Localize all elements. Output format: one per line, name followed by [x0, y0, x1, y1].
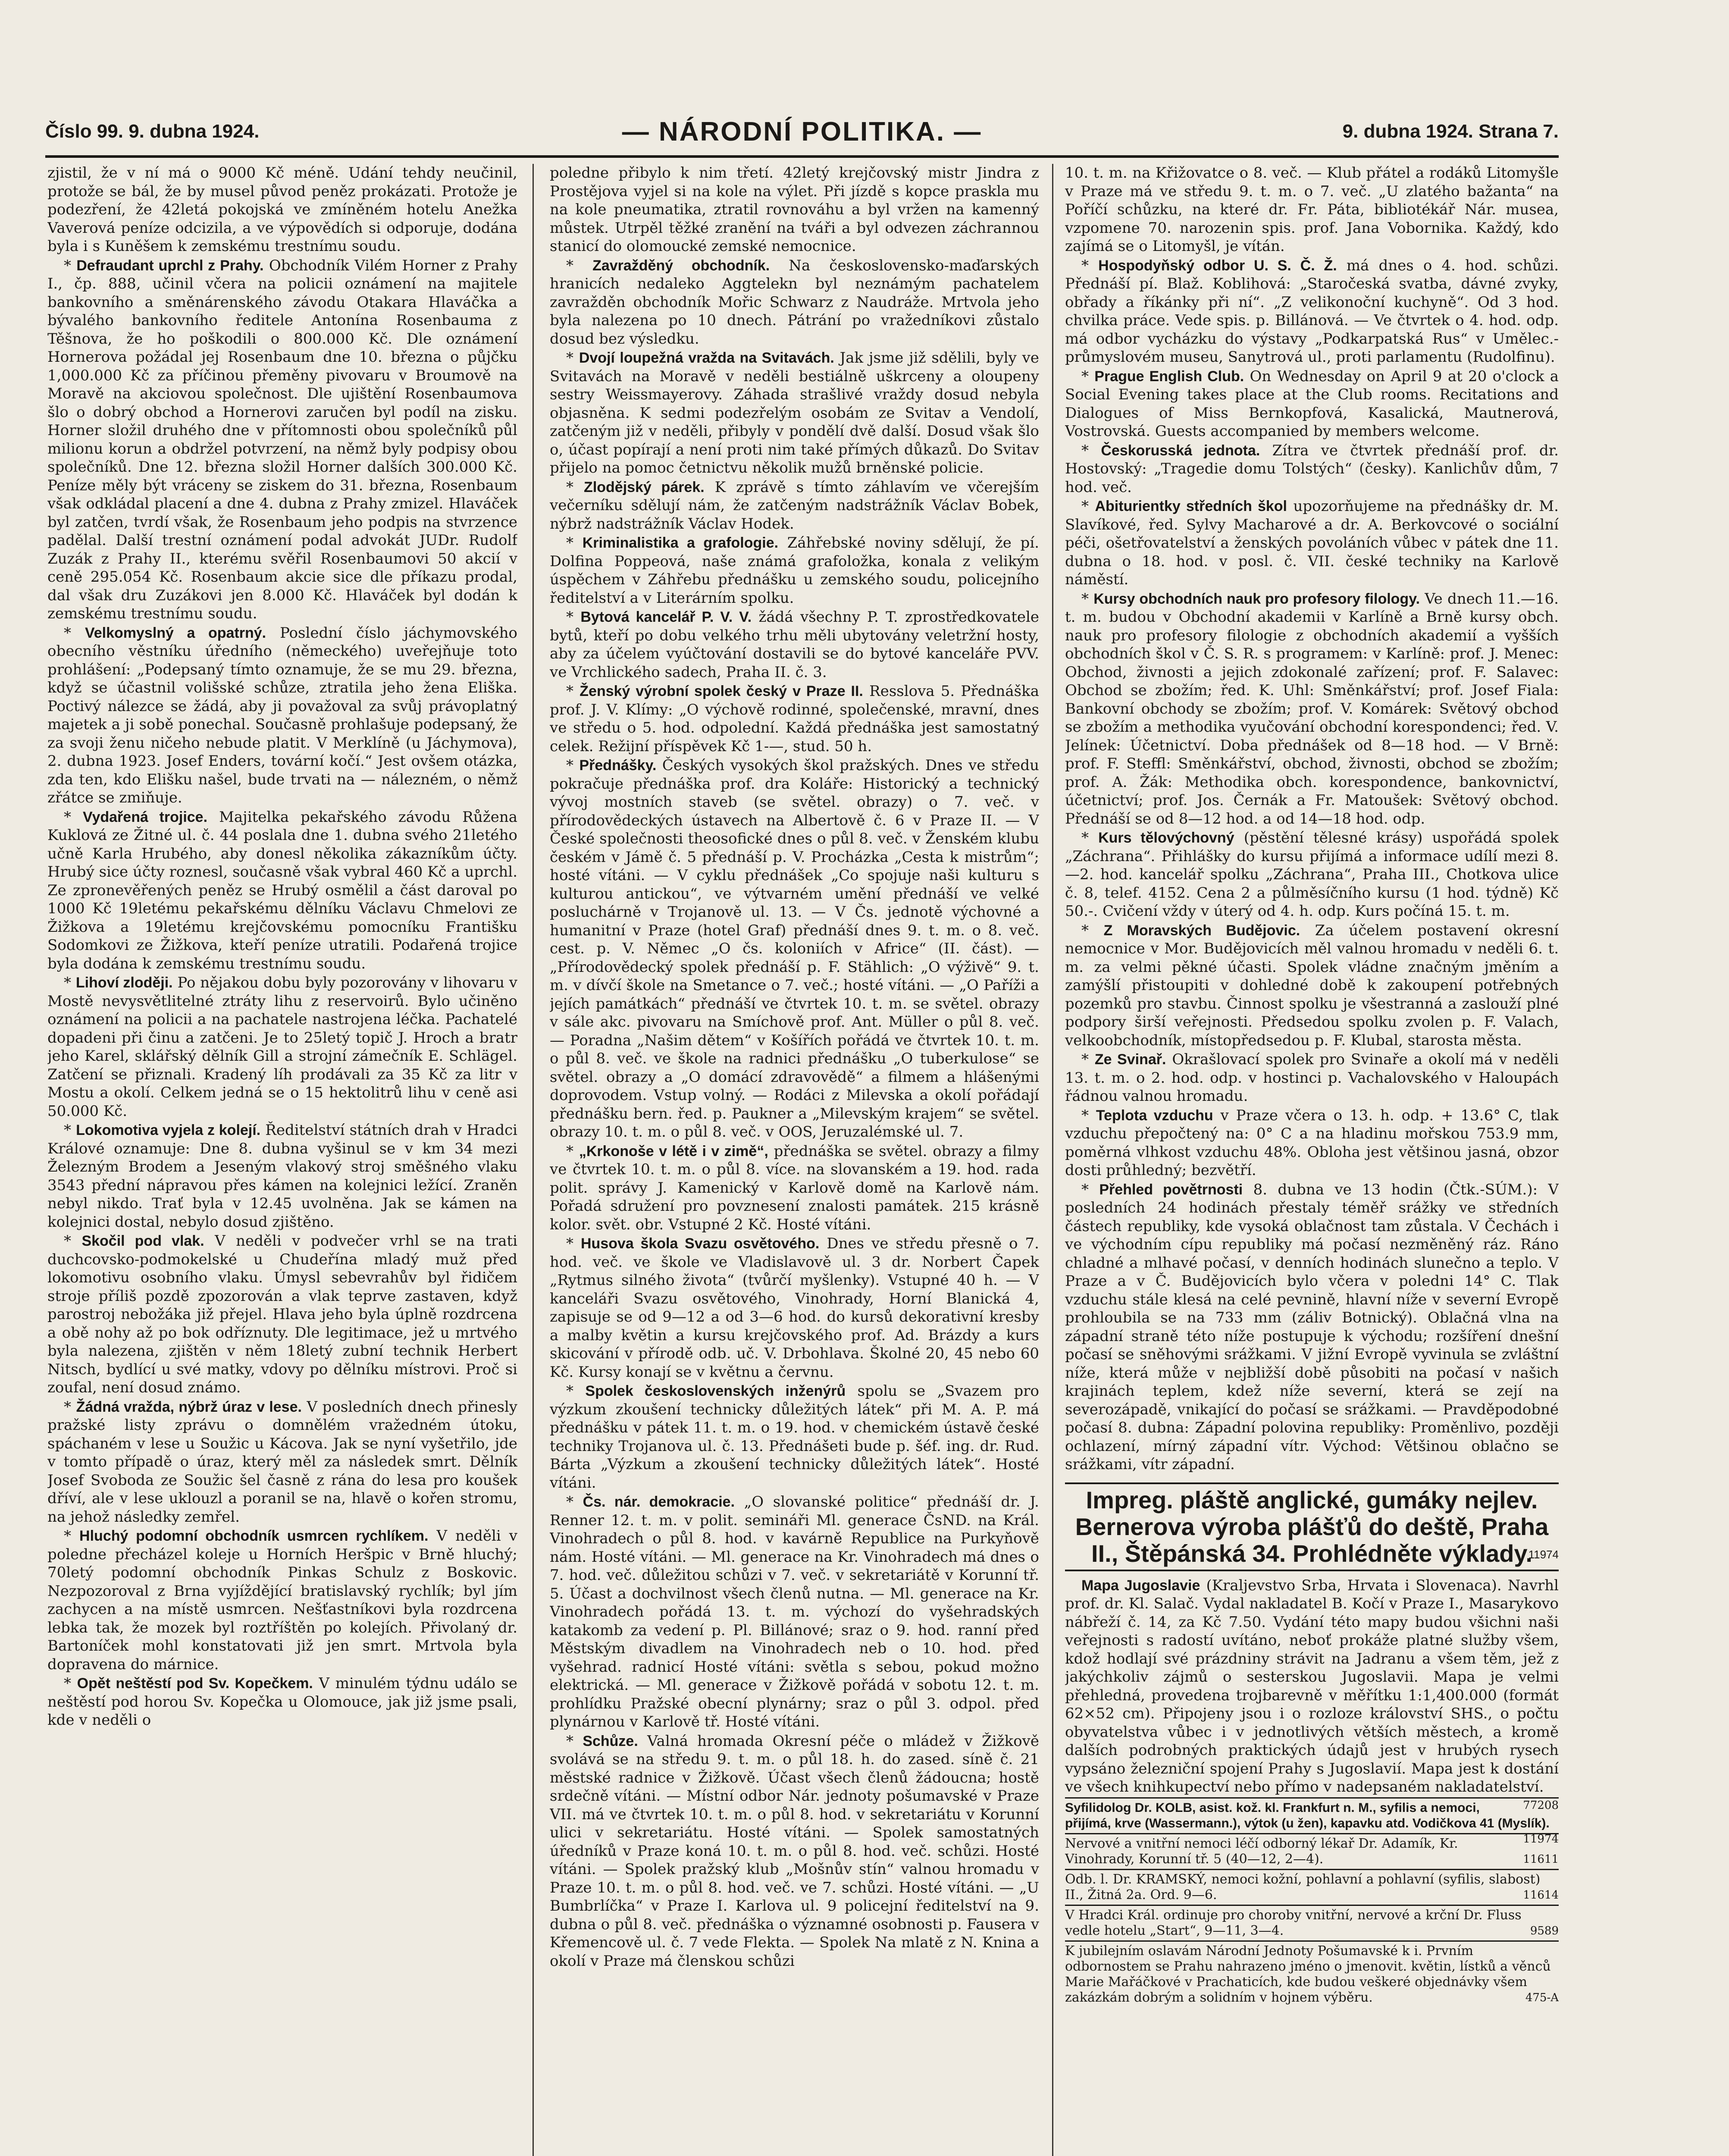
article-text: Ředitelství státních drah v Hradci Králové oznamuje: Dne 8. dubna vyšinul se v km 34 mezi Železným Brodem a Jeseným vlakový stroj směšného vlaku 3543 přední nápravou přes kámen na kolejnici ležící. Zraněn nebyl nikdo. Trať byla v 12.45 uvolněna. Jak se kámen na kolejnici dostal, nebylo dosud zjištěno. [47, 1122, 517, 1231]
article-text: Dnes ve středu přesně o 7. hod. več. ve škole ve Vladislavově ul. 3 dr. Norbert Čapek „Rytmus silného života“ (tvůrčí myšlenky). Vstupné 40 h. — V kanceláři Svazu osvětového, Vinohrady, Horní Blanická 4, zapisuje se od 9—12 a od 3—6 hod. do kursů dekorativní kresby a malby květin a kursu krejčovského prof. Ad. Brázdy a kurs skicování v přírodě odb. uč. V. Drbohlava. Školné 20, 45 nebo 60 Kč. Kursy konají se v květnu a červnu. [550, 1235, 1039, 1381]
article-text: 10. t. m. na Křižovatce o 8. več. — Klub přátel a rodáků Litomyšle v Praze má ve středu 9. t. m. o 7. več. „U zlatého bažanta“ na Poříčí schůzku, na které dr. Fr. Páta, bibliotékář Nár. musea, vzpomene 70. narozenin spis. prof. Jana Vobornika. Každý, kdo zajímá se o Litomyšl, je vítán. [1065, 164, 1559, 255]
article-text: Ve dnech 11.—16. t. m. budou v Obchodní akademii v Karlíně a Brně kursy obch. nauk pro profesory filologie z obchodních akademií a vyšších obchodních škol v Č. S. R. s programem: v Karlíně: prof. J. Menec: Obchod, živnosti a jejich zdokonalé zařízení; prof. F. Salavec: Obchod se zbožím; řed. K. Uhl: Směnkářství; prof. Josef Fiala: Bankovní obchody se zbožím; prof. V. Komárek: Světový obchod se zbožím a methodika vyučování obchodní korespondenci; řed. V. Jelínek: Účetnictví. Doba přednášek od 8—18 hod. — V Brně: prof. F. Steffl: Směnkářství, obchod, živnosti, obchod se zbožím; prof. A. Žák: Methodika obch. korespondence, bankovnictví, účetnictví; prof. Jos. Černák a Fr. Matoušek: Světový obchod. Přednáší se od 8—12 hod. a od 14—18 hod. odp. [1065, 590, 1559, 827]
article-headline: Dvojí loupežná vražda na Svitavách. [579, 350, 834, 366]
article-continuation [47, 164, 517, 256]
article-text: Obchodník Vilém Horner z Prahy I., čp. 888, učinil včera na policii oznámení na majitele bankovního a směnárenského závodu Otakara Hlaváčka a bývalého bankovního ředitele Antonína Rosenbauma z Těšnova, že ho poškodili o 800.000 Kč. Dle oznámení Hornerova požádal jej Rosenbaum dne 10. března o půjčku 1,000.000 Kč za příčinou přeměny pivovaru v Broumově na Moravě na akciovou společnost. Dle ujištění Rosenbaumova šlo o dobrý obchod a Hornerovi zaručen byl podíl na zisku. Horner složil druhého dne v přítomnosti obou společníků půl milionu korun a obdržel potvrzení, na němž byly podpisy obou společníků. Dne 12. března složil Horner dalších 300.000 Kč. Peníze měly být vráceny se ziskem do 31. března, Rosenbaum však odkládal placení a dne 4. dubna z Prahy zmizel. Hlaváček byl zatčen, tvrdí však, že Rosenbaum jeho podpis na stvrzence padělal. Další trestní oznámení podal advokát JUDr. Rudolf Zuzák z Prahy II., kterému svěřil Rosenbaumovi 50 akcií v ceně 295.054 Kč. Rosenbaum akcie sice dle příkazu prodal, dal však dru Zuzákovi jen 8.000 Kč. Hlaváček byl dodán k zemskému trestnímu soudu. [47, 257, 517, 622]
ad-code: 11614 [1523, 1888, 1559, 1902]
article: * Dvojí loupežná vražda na Svitavách. Jak jsme již sdělili, byly ve Svitavách na Moravě v neděli bestiálně uškrceny a oloupeny sestry Weissmayerovy. Záhada strašlivé vraždy dosud nebyla objasněna. K sedmi podezřelým osobám ze Svitav a Vendolí, zatčeným již v neděli, přibyly v pondělí dvě další. Dosud však šlo o, účast popírají a není proti nim také přímých důkazů. Do Svitav přijelo na pomoc četnictvu několik mužů brněnské policie. [550, 349, 1039, 476]
article: * Lokomotiva vyjela z kolejí. Ředitelství státních drah v Hradci Králové oznamuje: Dne 8. dubna vyšinul se v km 34 mezi Železným Brodem a Jeseným vlakový stroj směšného vlaku 3543 přední nápravou přes kámen na kolejnici ležící. Zraněn nebyl nikdo. Trať byla v 12.45 uvolněna. Jak se kámen na kolejnici dostal, nebylo dosud zjištěno. [47, 1122, 517, 1231]
notice-text: K jubilejním oslavám Národní Jednoty Pošumavské k i. Prvním odbornostem se Prahu nahrazeno jméno o jmenovit. květin, lístků a věnců Marie Mařáčkové v Prachaticích, kde budou veškeré objednávky všem zakázkám dobrým a solidním v hojnem výběru. [1065, 1943, 1551, 2005]
article-text: Za účelem postavení okresní nemocnice v Mor. Budějovicích měl valnou hromadu v neděli 6. t. m. za velmi pěkné účasti. Spolek vládne značným jměním a zamýšlí přistoupiti v dohledné době k zakoupení potřebných pozemků pro stavbu. Činnost spolku je všestranná a zaslouží plné podpory širší veřejnosti. Předsedou spolku zvolen p. F. Valach, velkoobchodník, místopředsedou p. F. Klubal, starosta města. [1065, 921, 1559, 1049]
page-date-number: 9. dubna 1924. Strana 7. [1342, 121, 1559, 142]
article: * Hospodyňský odbor U. S. Č. Ž. má dnes o 4. hod. schůzi. Přednáší pí. Blaž. Koblihová: „Staročeská svatba, dávné zvyky, obřady a říkánky při ní“. „Z velikonoční kuchyně“. Od 3 hod. chvilka práce. Vede spis. p. Billánová. — Ve čtvrtek o 4. hod. odp. má odbor vycházku do výstavy „Podkarpatská Rus“ v Umělec.-průmyslovém museu, Sanytrová ul., proti parlamentu (Rudolfinu). [1065, 257, 1559, 366]
article-headline: Schůze. [583, 1733, 638, 1749]
article: * Abiturientky středních škol upozorňujeme na přednášky dr. M. Slavíkové, řed. Sylvy Macharové a dr. A. Berkovcové o sociální péči, ošetřovatelství a ženských povoláních vůbec v pátek dne 11. dubna o 18. hod. v posl. č. VII. české techniky na Karlově náměstí. [1065, 498, 1559, 588]
article: * Českorusská jednota. Zítra ve čtvrtek přednáší prof. dr. Hostovský: „Tragedie domu Tolstých“ (česky). Kanlichův dům, 7 hod. več. [1065, 442, 1559, 496]
classified-notice [1065, 1797, 1559, 1846]
column-divider [1052, 164, 1053, 2156]
article: * Zlodějský párek. K zprávě s tímto záhlavím ve včerejším večerníku sdělují nám, že zatčeným nadstrážník Václav Bobek, nýbrž nadstrážník Václav Hodek. [550, 478, 1039, 533]
article-headline: Zavražděný obchodník. [592, 257, 770, 274]
article: * Schůze. Valná hromada Okresní péče o mládež v Žižkově svolává se na středu 9. t. m. o půl 18. h. do zased. síně č. 21 městské radnice v Žižkově. Účast všech členů žádoucna; hostě srdečně vítáni. — Místní odbor Nár. jednoty pošumavské v Praze VII. má ve čtvrtek 10. t. m. o půl 8. hod. v sekretariátu v Korunní ulici v sekretariátu. Hosté vítáni. — Spolek samostatných úředníků v Praze koná 10. t. m. o půl 8. hod. več. schůzi. Hosté vítáni. — Spolek pražský klub „Mošnův stín“ valnou hromadu v Praze 10. t. m. o půl 8. hod. več. ve 7. schůzi. Hosté vítáni. — „U Bumbrlíčka“ v Praze I. Karlova ul. 9 policejní ředitelství na 9. dubna o půl 8. več. přednáška o významné osobnosti p. Fausera v Křemencově ul. č. 7 vede Flekta. — Spolek Na mlatě z N. Knina a okolí v Praze má členskou schůzi [550, 1732, 1039, 1970]
article-text: Resslova 5. Přednáška prof. J. V. Klímy: „O výchově rodinné, společenské, mravní, dnes ve středu o 5. hod. odpolední. Každá přednáška jest samostatný celek. Režijní příspěvek Kč 1-—, stud. 50 h. [550, 683, 1039, 755]
article: * Hluchý podomní obchodník usmrcen rychlíkem. V neděli v poledne přecházel koleje u Horních Heršpic v Brně hluchý; 70letý podomní obchodník Pinkas Schulz z Boskovic. Nezpozoroval z Brna vyjíždějící bratislavský rychlík; byl jím zachycen a na místě usmrcen. Nešťastníkovi byla rozdrcena lebka tak, že mozek byl roztříštěn po kolejích. Přivolaný dr. Bartoníček mohl konstatovati již jen smrt. Mrtvola byla dopravena do márnice. [47, 1527, 517, 1673]
article: * „Krkonoše v létě i v zimě“, přednáška se světel. obrazy a filmy ve čtvrtek 10. t. m. o půl 8. více. na slovanském a 19. hod. rada polit. správy J. Kamenický v Karlově domě na Karlově nám. Pořadá sdružení pro povznesení znalosti památek. 215 krásně kolor. svět. obr. Vstupné 2 Kč. Hosté vítáni. [550, 1142, 1039, 1233]
article: * Teplota vzduchu v Praze včera o 13. h. odp. + 13.6° C, tlak vzduchu přepočtený na: 0° C a na hladinu mořskou 753.9 mm, poměrná vlhkost vzduchu 48%. Obloha jest většinou jasná, obzor dosti průhledný; bezvětří. [1065, 1106, 1559, 1179]
article-headline: „Krkonoše v létě i v zimě“, [579, 1143, 768, 1159]
ad-code: 77208 [1523, 1799, 1559, 1812]
article-headline: Bytová kancelář P. V. V. [580, 609, 752, 625]
article-text: Českých vysokých škol pražských. Dnes ve středu pokračuje přednáška prof. dra Koláře: Historický a technický vývoj mostních staveb (se světel. obrazy) o 7. več. v přírodovědeckých ústavech na Albertově č. 6 v Praze II. — V České společnosti theosofické dnes o půl 8. več. v Ženském klubu českém v Jámě č. 5 přednáší p. V. Procházka „Cesta k mistrům“; hosté vítáni. — V cyklu přednášek „Co spojuje naši kulturu s kulturou antickou“, ve výtvarném umění přednáší ve velké posluchárně v Trojanově ul. 13. — V Čs. jednotě výchovné a humanitní v Praze (hotel Graf) přednáší dnes 9. t. m. o 8. več. cest. p. V. Němec „O čs. koloniích v Africe“ (II. část). — „Přírodovědecký spolek přednáší p. F. Stählich: „O výživě“ 9. t. m. v dívčí škole na Smetance o 7. več.; hosté vítáni. — „O Paříži a jejích památkách“ přednáší ve čtvrtek 10. t. m. se světel. obrazy v sále akc. pivovaru na Smíchově prof. Ant. Müller o půl 8. več. — Poradna „Našim dětem“ v Košířích pořádá ve čtvrtek 10. t. m. o půl 8. več. ve škole na radnici přednášku „O tuberkulose“ se světel. obrazy a „O domácí zdravovědě“ a filmem a hlášenými doprovodem. Vstup volný. — Rodáci z Milevska a okolí pořádají přednášku bern. řed. p. Paukner a „Milevským krajem“ se světel. obrazy 10. t. m. o půl 8. več. v OOS, Jeruzalémské ul. 7. [550, 757, 1039, 1141]
article-text: V neděli v poledne přecházel koleje u Horních Heršpic v Brně hluchý; 70letý podomní obchodník Pinkas Schulz z Boskovic. Nezpozoroval z Brna vyjíždějící bratislavský rychlík; byl jím zachycen a na místě usmrcen. Nešťastníkovi byla rozdrcena lebka tak, že mozek byl roztříštěn po kolejích. Přivolaný dr. Bartoníček mohl konstatovati již jen smrt. Mrtvola byla dopravena do márnice. [47, 1527, 517, 1673]
article-headline: Prague English Club. [1094, 368, 1244, 385]
article: * Spolek československých inženýrů spolu se „Svazem pro výzkum zkoušení technicky důležitých látek“ při M. A. P. má přednášku v pátek 11. t. m. o 19. hod. v chemickém ústavě české techniky Trojanova ul. č. 13. Přednášeti bude p. šéf. ing. dr. Rud. Bárta „Výzkum a zkoušení technicky důležitých látek“. Hosté vítáni. [550, 1382, 1039, 1492]
article-headline: Husova škola Svazu osvětového. [581, 1235, 820, 1252]
article-continuation [1065, 164, 1559, 256]
article: * Kriminalistika a grafologie. Záhřebské noviny sdělují, že pí. Dolfina Poppeová, naše známá grafoložka, konala z velikým úspěchem v Záhřebu přednášku u zemského soudu, policejního ředitelství a v Literárním spolku. [550, 534, 1039, 607]
article: * Zavražděný obchodník. Na československo-maďarských hranicích nedaleko Aggtelekn byl neznámým pachatelem zavražděn obchodník Mořic Schwarz z Naudráže. Mrtvola jeho byla nalezena po 10 dnech. Pátrání po vražedníkovi zůstalo dosud bez výsledku. [550, 257, 1039, 348]
article-text: „O slovanské politice“ přednáší dr. J. Renner 12. t. m. v polit. semináři Ml. generace ČsND. na Král. Vinohradech o půl 8. hod. v kavárně Republice na Purkyňově nám. Hosté vítáni. — Ml. generace na Kr. Vinohradech má dnes o 7. hod. več. důležitou schůzi v 7. več. v sekretariátě v Korunní tř. 5. Účast a dochvilnost všech členů nutna. — Ml. generace na Kr. Vinohradech pořádá 13. t. m. výchozí do vyšehradských katakomb za vedení p. Pl. Billánové; sraz o 9. hod. ranní před Městským divadlem na Vinohradech neb o 10. hod. před vyšehrad. radnicí Hosté vítáni: světla s sebou, pokud možno elektrická. — Ml. generace v Žižkově pořádá v sobotu 12. t. m. prohlídku Pražské obecní plynárny; sraz o půl 3. odpol. před plynárnou v Karlově tř. Hosté vítáni. [550, 1493, 1039, 1730]
article-text: On Wednesday on April 9 at 20 o'clock a Social Evening takes place at the Club rooms. Recitations and Dialogues of Miss Bernkopfová, Kasalická, Mautnerová, Vostrovská. Guests accompanied by members welcome. [1065, 367, 1559, 440]
column-3 [1065, 164, 1559, 2156]
article-map-review [1065, 1576, 1559, 1812]
article-text: žádá všechny P. T. zprostředkovatele bytů, kteří po dobu velkého trhu měli ubytovány veletržní hosty, aby za účelem vyúčtování dostavili se do bytové kanceláře PVV. ve Vrchlického sadech, Praha II. č. 3. [550, 608, 1039, 681]
article-text: poledne přibylo k nim třetí. 42letý krejčovský mistr Jindra z Prostějova vyjel si na kole na výlet. Při jízdě s kopce praskla mu na kole pneumatika, ztratil rovnováhu a byl vržen na kamenný můstek. Utrpěl těžké zranění na tváři a byl odvezen záchrannou stanicí do olomoucké zemské nemocnice. [550, 164, 1039, 255]
notice-text: Odb. l. Dr. KRAMSKÝ, nemoci kožní, pohlavní a pohlavní (syfilis, slabost) II., Žitná 2a. Ord. 9—6. [1065, 1871, 1541, 1902]
article-headline: Spolek československých inženýrů [585, 1383, 846, 1399]
article: * Opět neštěstí pod Sv. Kopečkem. V minulém týdnu událo se neštěstí pod horou Sv. Kopečka u Olomouce, jak již jsme psali, kde v neděli o [47, 1675, 517, 1729]
article: * Kurs tělovýchovný (pěstění tělesné krásy) uspořádá spolek „Záchrana“. Přihlášky do kursu přijímá a informace udílí mezi 8.—2. hod. kancelář spolku „Záchrana“, Praha III., Chotkova ulice č. 8, telef. 4152. Cena 2 a půlměsíčního kursu (1 hod. týdně) Kč 50.-. Cvičení vždy v úterý od 4. h. odp. Kurs počíná 15. t. m. [1065, 829, 1559, 920]
notice-text: Nervové a vnitřní nemoci léčí odborný lékař Dr. Adamík, Kr. Vinohrady, Korunní tř. 5 (40—12, 2—4). [1065, 1836, 1458, 1867]
article-headline: Lokomotiva vyjela z kolejí. [76, 1122, 261, 1138]
article-text: V neděli v podvečer vrhl se na trati duchcovsko-podmokelské u Chudeřína mladý muž před lokomotivu osobního vlaku. Úmysl sebevrahův byl řidičem stroje příliš pozdě zpozorován a vlak teprve zastaven, když parostroj nebožáka již přejel. Hlava jeho byla úplně rozdrcena a obě nohy až po bok odříznuty. Dle legitimace, jež u mrtvého byla nalezena, zjištěn v něm 18letý zubní technik Herbert Nitsch, bydlící u své matky, vdovy po dělníku místrovi. Proč si zoufal, není dosud známo. [47, 1232, 517, 1396]
article-headline: Čs. nár. demokracie. [583, 1494, 735, 1510]
ad-code: 11974 [1528, 1548, 1559, 1561]
classified-notice [1065, 1905, 1559, 1940]
article-headline: Kursy obchodních nauk pro profesory filology. [1093, 590, 1420, 607]
article-continuation [550, 164, 1039, 256]
advertisement-raincoats [1065, 1482, 1559, 1571]
column-1 [47, 164, 517, 2156]
article-text: Poslední číslo jáchymovského obecního věstníku úředního (německého) uveřejňuje toto prohlášení: „Podepsaný tímto oznamuje, že se mu 29. března, když se účastnil volišské schůze, ztratila jeho žena Eliška. Poctivý nálezce se žádá, aby ji považoval za svůj právoplatný majetek a ji sobě ponechal. Současně prohlašuje podepsaný, že za svoji ženu ničeho nebude platit. V Merklíně (u Jáchymova), 2. dubna 1923. Josef Enders, tovární kočí.“ Jest ovšem otázka, zda ten, kdo Elišku našel, bude trvati na — nálezném, o němž zřátce se zmiňuje. [47, 624, 517, 806]
ad-code: 11611 [1523, 1852, 1559, 1866]
article: * Skočil pod vlak. V neděli v podvečer vrhl se na trati duchcovsko-podmokelské u Chudeřína mladý muž před lokomotivu osobního vlaku. Úmysl sebevrahův byl řidičem stroje příliš pozdě zpozorován a vlak teprve zastaven, když parostroj nebožáka již přejel. Hlava jeho byla úplně rozdrcena a obě nohy až po bok odříznuty. Dle legitimace, jež u mrtvého byla nalezena, zjištěn v něm 18letý zubní technik Herbert Nitsch, bydlící u své matky, vdovy po dělníku místrovi. Proč si zoufal, není dosud známo. [47, 1232, 517, 1396]
article-headline: Abiturientky středních škol [1095, 498, 1287, 514]
article-headline: Teplota vzduchu [1096, 1107, 1213, 1124]
article-text: V minulém týdnu událo se neštěstí pod horou Sv. Kopečka u Olomouce, jak již jsme psali, kde v neděli o [47, 1675, 517, 1729]
notice-text: V Hradci Král. ordinuje pro choroby vnitřní, nervové a krční Dr. Fluss vedle hotelu „Start“, 9—11, 3—4. [1065, 1907, 1522, 1938]
article-text: Valná hromada Okresní péče o mládež v Žižkově svolává se na středu 9. t. m. o půl 18. h. do zased. síně č. 21 městské radnice v Žižkově. Účast všech členů žádoucna; hostě srdečně vítáni. — Místní odbor Nár. jednoty pošumavské v Praze VII. má ve čtvrtek 10. t. m. o půl 8. hod. v sekretariátu v Korunní ulici v sekretariátu. Hosté vítáni. — Spolek samostatných úředníků v Praze koná 10. t. m. o půl 8. hod. več. schůzi. Hosté vítáni. — Spolek pražský klub „Mošnův stín“ valnou hromadu v Praze 10. t. m. o půl 8. hod. več. ve 7. schůzi. Hosté vítáni. — „U Bumbrlíčka“ v Praze I. Karlova ul. 9 policejní ředitelství na 9. dubna o půl 8. več. přednáška o významné osobnosti p. Fausera v Křemencově ul. č. 7 vede Flekta. — Spolek Na mlatě z N. Knina a okolí v Praze má členskou schůzi [550, 1732, 1039, 1970]
article: * Z Moravských Budějovic. Za účelem postavení okresní nemocnice v Mor. Budějovicích měl valnou hromadu v neděli 6. t. m. za velmi pěkné účasti. Spolek vládne značným jměním a zamýšlí přistoupiti v dohledné době k zakoupení potřebných pozemků pro stavbu. Činnost spolku je všestranná a zaslouží plné podpory širší veřejnosti. Předsedou spolku zvolen p. F. Valach, velkoobchodník, místopředsedou p. F. Klubal, starosta města. [1065, 921, 1559, 1049]
article-text: v Praze včera o 13. h. odp. + 13.6° C, tlak vzduchu přepočtený na: 0° C a na hladinu mořskou 753.9 mm, poměrná vlhkost vzduchu 48%. Obloha jest většinou jasná, obzor dosti průhledný; bezvětří. [1065, 1106, 1559, 1179]
article-text: Záhřebské noviny sdělují, že pí. Dolfina Poppeová, naše známá grafoložka, konala z velikým úspěchem v Záhřebu přednášku u zemského soudu, policejního ředitelství a v Literárním spolku. [550, 534, 1039, 607]
article-headline: Kriminalistika a grafologie. [582, 535, 779, 551]
article: * Ze Svinař. Okrašlovací spolek pro Svinaře a okolí má v neděli 13. t. m. o 2. hod. odp. v hostinci p. Vachalovského v Haloupách řádnou valnou hromadu. [1065, 1051, 1559, 1105]
article-headline: Lihoví zloději. [75, 975, 173, 991]
article-headline: Zlodějský párek. [584, 479, 705, 495]
article-text: Jak jsme již sdělili, byly ve Svitavách na Moravě v neděli bestiálně uškrceny a oloupeny sestry Weissmayerovy. Záhada strašlivé vraždy dosud nebyla objasněna. K sedmi podezřelým osobám ze Svitav a Vendolí, zatčeným již v neděli, přibyly v pondělí dvě další. Dosud však šlo o, účast popírají a není proti nim také přímých důkazů. Do Svitav přijelo na pomoc četnictvu několik mužů brněnské policie. [550, 349, 1039, 476]
article-headline: Ženský výrobní spolek český v Praze II. [579, 683, 863, 699]
issue-number: Číslo 99. 9. dubna 1924. [45, 121, 260, 142]
article: * Prague English Club. On Wednesday on April 9 at 20 o'clock a Social Evening takes place at the Club rooms. Recitations and Dialogues of Miss Bernkopfová, Kasalická, Mautnerová, Vostrovská. Guests accompanied by members welcome. [1065, 367, 1559, 440]
article-text: 8. dubna ve 13 hodin (Čtk.-SÚM.): V posledních 24 hodinách přestaly téměř srážky ve středních částech republiky, kde vysoká oblačnost tam zůstala. V Čechách i ve východním cípu republiky má počasí nezměněný ráz. Ráno chladné a mlhavé počasí, v denních hodinách slunečno a teplo. V Praze a v Č. Budějovicích bylo včera v poledni 14° C. Tlak vzduchu stále klesá na celé pevnině, hlavní níže v severní Evropě prohloubila se na 733 mm (záliv Botnický). Oblačná vlna na západní straně této níže postupuje k východu; rozšíření dnešní počasí se sněhovými srážkami. V jižní Evropě vyvinula se zvláštní níže, která může v nejbližší době působiti na počasí v našich krajinách teplem, kdež níže severní, která se zejí na severozápadě, vnikající do počasí se srážkami. — Pravděpodobné počasí 8. dubna: Západní polovina republiky: Proměnlivo, později ochlazení, mírný západní vítr. Východ: Většinou oblačno se srážkami, vítr západní. [1065, 1181, 1559, 1473]
column-2 [550, 164, 1039, 2156]
article-text: Po nějakou dobu byly pozorovány v lihovaru v Mostě nevysvětlitelné ztráty lihu z reservoirů. Bylo učiněno oznámení na policii a na pachatele nastrojena léčka. Pachatelé dopadeni při činu a zatčeni. Je to 25letý topič J. Hroch a bratr jeho Karel, sklářský dělník Gill a strojní zámečník E. Schlägel. Zatčení se přiznali. Kradený líh prodávali za 35 Kč za litr v Mostu a okolí. Celkem jedná se o 15 hektolitrů lihu v ceně asi 50.000 Kč. [47, 974, 517, 1120]
article-headline: Z Moravských Budějovic. [1103, 922, 1300, 939]
article: * Husova škola Svazu osvětového. Dnes ve středu přesně o 7. hod. več. ve škole ve Vladislavově ul. 3 dr. Norbert Čapek „Rytmus silného života“ (tvůrčí myšlenky). Vstupné 40 h. — V kanceláři Svazu osvětového, Vinohrady, Horní Blanická 4, zapisuje se od 9—12 a od 3—6 hod. do kursů dekorativní kresby a malby květin a kursu krejčovského prof. Ad. Brázdy a kurs skicování v přírodě odb. uč. V. Drbohlava. Školné 20, 45 nebo 60 Kč. Kursy konají se v květnu a červnu. [550, 1235, 1039, 1381]
article: * Kursy obchodních nauk pro profesory filology. Ve dnech 11.—16. t. m. budou v Obchodní akademii v Karlíně a Brně kursy obch. nauk pro profesory filologie z obchodních akademií a vyšších obchodních škol v Č. S. R. s programem: v Karlíně: prof. J. Menec: Obchod, živnosti a jejich zdokonalé zařízení; prof. F. Salavec: Obchod se zbožím; řed. K. Uhl: Směnkářství; prof. Josef Fiala: Bankovní obchody se zbožím; prof. V. Komárek: Světový obchod se zbožím a methodika vyučování obchodní korespondenci; řed. V. Jelínek: Účetnictví. Doba přednášek od 8—18 hod. — V Brně: prof. F. Steffl: Směnkářství, obchod, živnosti, obchod se zbožím; prof. A. Žák: Methodika obch. korespondence, bankovnictví, účetnictví; prof. Jos. Černák a Fr. Matoušek: Světový obchod. Přednáší se od 8—12 hod. a od 14—18 hod. odp. [1065, 590, 1559, 827]
classified-notice [1065, 1940, 1559, 2007]
article-headline: Defraudant uprchl z Prahy. [76, 257, 264, 274]
article-text: Majitelka pekařského závodu Růžena Kuklová ze Žitné ul. č. 44 poslala dne 1. dubna svého 21letého učně Karla Hrubého, aby donesl několika zákazníkům účty. Hrubý sice účty roznesl, současně však vybral 460 Kč a uprchl. Ze zpronevěřených peněz se Hrubý osmělil a část daroval po 1000 Kč 19letému pekařskému dělníku Václavu Chmelovi ze Žižkova a 19letému krejčovskému pomocníku Františku Sodomkovi ze Žižkova, kteří peníze utratili. Podařená trojice byla dodána k zemskému trestnímu soudu. [47, 808, 517, 972]
article-text: má dnes o 4. hod. schůzi. Přednáší pí. Blaž. Koblihová: „Staročeská svatba, dávné zvyky, obřady a říkánky při ní“. „Z velikonoční kuchyně“. Od 3 hod. chvilka práce. Vede spis. p. Billánová. — Ve čtvrtek o 4. hod. odp. má odbor vycházku do výstavy „Podkarpatská Rus“ v Umělec.-průmyslovém museu, Sanytrová ul., proti parlamentu (Rudolfinu). [1065, 257, 1559, 366]
article-text: přednáška se světel. obrazy a filmy ve čtvrtek 10. t. m. o půl 8. více. na slovanském a 19. hod. rada polit. správy J. Kamenický v Karlově domě na Karlově nám. Pořadá sdružení pro povznesení znalosti památek. 215 krásně kolor. svět. obr. Vstupné 2 Kč. Hosté vítáni. [550, 1142, 1039, 1233]
article-headline: Kurs tělovýchovný [1098, 830, 1234, 846]
article: * Bytová kancelář P. V. V. žádá všechny P. T. zprostředkovatele bytů, kteří po dobu velkého trhu měli ubytovány veletržní hosty, aby za účelem vyúčtování dostavili se do bytové kanceláře PVV. ve Vrchlického sadech, Praha II. č. 3. [550, 608, 1039, 681]
article: * Přednášky. Českých vysokých škol pražských. Dnes ve středu pokračuje přednáška prof. dra Koláře: Historický a technický vývoj mostních staveb (se světel. obrazy) o 7. več. v přírodovědeckých ústavech na Albertově č. 6 v Praze II. — V České společnosti theosofické dnes o půl 8. več. v Ženském klubu českém v Jámě č. 5 přednáší p. V. Procházka „Cesta k mistrům“; hosté vítáni. — V cyklu přednášek „Co spojuje naši kulturu s kulturou antickou“, ve výtvarném umění přednáší ve velké posluchárně v Trojanově ul. 13. — V Čs. jednotě výchovné a humanitní v Praze (hotel Graf) přednáší dnes 9. t. m. o 8. več. cest. p. V. Němec „O čs. koloniích v Africe“ (II. část). — „Přírodovědecký spolek přednáší p. F. Stählich: „O výživě“ 9. t. m. v dívčí škole na Smetance o 7. več.; hosté vítáni. — „O Paříži a jejích památkách“ přednáší ve čtvrtek 10. t. m. se světel. obrazy v sále akc. pivovaru na Smíchově prof. Ant. Müller o půl 8. več. — Poradna „Našim dětem“ v Košířích pořádá ve čtvrtek 10. t. m. o půl 8. več. ve škole na radnici přednášku „O tuberkulose“ se světel. obrazy a „O domácí zdravovědě“ a filmem a hlášenými doprovodem. Vstup volný. — Rodáci z Milevska a okolí pořádají přednášku bern. řed. p. Paukner a „Milevským krajem“ se světel. obrazy 10. t. m. o půl 8. več. v OOS, Jeruzalémské ul. 7. [550, 757, 1039, 1141]
article-headline: Velkomyslný a opatrný. [85, 624, 266, 641]
article: * Čs. nár. demokracie. „O slovanské politice“ přednáší dr. J. Renner 12. t. m. v polit. semináři Ml. generace ČsND. na Král. Vinohradech o půl 8. hod. v kavárně Republice na Purkyňově nám. Hosté vítáni. — Ml. generace na Kr. Vinohradech má dnes o 7. hod. več. důležitou schůzi v 7. več. v sekretariátě v Korunní tř. 5. Účast a dochvilnost všech členů nutna. — Ml. generace na Kr. Vinohradech pořádá 13. t. m. výchozí do vyšehradských katakomb za vedení p. Pl. Billánové; sraz o 9. hod. ranní před Městským divadlem na Vinohradech neb o 10. hod. před vyšehrad. radnicí Hosté vítáni: světla s sebou, pokud možno elektrická. — Ml. generace v Žižkově pořádá v sobotu 12. t. m. prohlídku Pražské obecní plynárny; sraz o půl 3. odpol. před plynárnou v Karlově tř. Hosté vítáni. [550, 1493, 1039, 1730]
article: * Defraudant uprchl z Prahy. Obchodník Vilém Horner z Prahy I., čp. 888, učinil včera na policii oznámení na majitele bankovního a směnárenského závodu Otakara Hlaváčka a bývalého bankovního ředitele Antonína Rosenbauma z Těšnova, že ho poškodili o 800.000 Kč. Dle oznámení Hornerova požádal jej Rosenbaum dne 10. března o půjčku 1,000.000 Kč za příčinou přeměny pivovaru v Broumově na Moravě na akciovou společnost. Dle ujištění Rosenbaumova šlo o dobrý obchod a Hornerovi zaručen byl podíl na zisku. Horner složil druhého dne v přítomnosti obou společníků půl milionu korun a obdržel potvrzení, na němž byly podpisy obou společníků. Dne 12. března složil Horner dalších 300.000 Kč. Peníze měly být vráceny se ziskem do 31. března, Rosenbaum však odkládal placení a dne 4. dubna z Prahy zmizel. Hlaváček byl zatčen, tvrdí však, že Rosenbaum jeho podpis na stvrzence padělal. Další trestní oznámení podal advokát JUDr. Rudolf Zuzák z Prahy II., kterému svěřil Rosenbaumovi 50 akcií v ceně 295.054 Kč. Rosenbaum akcie sice dle příkazu prodal, dal však dru Zuzákovi jen 8.000 Kč. Hlaváček byl dodán k zemskému trestnímu soudu. [47, 257, 517, 622]
ad-code: 11974 [1523, 1832, 1559, 1846]
article-text: V posledních dnech přinesly pražské listy zprávu o domnělém vražedném útoku, spáchaném v lese u Soužic u Kácova. Jak se nyní vyšetřilo, jde v tomto případě o úraz, který měl za následek smrt. Dělník Josef Svoboda ze Soužic šel časně z rána do lesa pro koušek dříví, ale v lese uklouzl a poranil se na, hlavě o kořen stromu, na jehož následky zemřel. [47, 1398, 517, 1526]
article: * Vydařená trojice. Majitelka pekařského závodu Růžena Kuklová ze Žitné ul. č. 44 poslala dne 1. dubna svého 21letého učně Karla Hrubého, aby donesl několika zákazníkům účty. Hrubý sice účty roznesl, současně však vybral 460 Kč a uprchl. Ze zpronevěřených peněz se Hrubý osmělil a část daroval po 1000 Kč 19letému pekařskému dělníku Václavu Chmelovi ze Žižkova a 19letému krejčovskému pomocníku Františku Sodomkovi ze Žižkova, kteří peníze utratili. Podařená trojice byla dodána k zemskému trestnímu soudu. [47, 808, 517, 972]
article-text: Okrašlovací spolek pro Svinaře a okolí má v neděli 13. t. m. o 2. hod. odp. v hostinci p. Vachalovského v Haloupách řádnou valnou hromadu. [1065, 1051, 1559, 1105]
ad-code: 9589 [1530, 1924, 1559, 1937]
article: * Velkomyslný a opatrný. Poslední číslo jáchymovského obecního věstníku úředního (německého) uveřejňuje toto prohlášení: „Podepsaný tímto oznamuje, že se mu 29. března, když se účastnil volišské schůze, ztratila jeho žena Eliška. Poctivý nálezce se žádá, aby ji považoval za svůj právoplatný majetek a ji sobě ponechal. Současně prohlašuje podepsaný, že za svoji ženu ničeho nebude platit. V Merklíně (u Jáchymova), 2. dubna 1923. Josef Enders, tovární kočí.“ Jest ovšem otázka, zda ten, kdo Elišku našel, bude trvati na — nálezném, o němž zřátce se zmiňuje. [47, 624, 517, 806]
masthead [45, 116, 1559, 158]
article-headline: Přehled povětrnosti [1099, 1181, 1243, 1198]
classified-notice [1065, 1869, 1559, 1905]
advertisement-text: Impreg. pláště anglické, gumáky nejlev. Bernerova výroba plášťů do deště, Praha II., Štěpánská 34. Prohlédněte výklady. [1075, 1486, 1549, 1567]
column-divider [532, 164, 534, 2156]
article-text: Na československo-maďarských hranicích nedaleko Aggtelekn byl neznámým pachatelem zavražděn obchodník Mořic Schwarz z Naudráže. Mrtvola jeho byla nalezena po 10 dnech. Pátrání po vražedníkovi zůstalo dosud bez výsledku. [550, 257, 1039, 348]
article-text: Zítra ve čtvrtek přednáší prof. dr. Hostovský: „Tragedie domu Tolstých“ (česky). Kanlichův dům, 7 hod. več. [1065, 442, 1559, 496]
newspaper-title: — NÁRODNÍ POLITIKA. — [622, 117, 982, 147]
article-headline: Vydařená trojice. [83, 808, 208, 825]
article: * Přehled povětrnosti 8. dubna ve 13 hodin (Čtk.-SÚM.): V posledních 24 hodinách přestaly téměř srážky ve středních částech republiky, kde vysoká oblačnost tam zůstala. V Čechách i ve východním cípu republiky má počasí nezměněný ráz. Ráno chladné a mlhavé počasí, v denních hodinách slunečno a teplo. V Praze a v Č. Budějovicích bylo včera v poledni 14° C. Tlak vzduchu stále klesá na celé pevnině, hlavní níže v severní Evropě prohloubila se na 733 mm (záliv Botnický). Oblačná vlna na západní straně této níže postupuje k východu; rozšíření dnešní počasí se sněhovými srážkami. V jižní Evropě vyvinula se zvláštní níže, která může v nejbližší době působiti na počasí v našich krajinách teplem, kdež níže severní, která se zejí na severozápadě, vnikající do počasí se srážkami. — Pravděpodobné počasí 8. dubna: Západní polovina republiky: Proměnlivo, později ochlazení, mírný západní vítr. Východ: Většinou oblačno se srážkami, vítr západní. [1065, 1181, 1559, 1473]
article-headline: Přednášky. [579, 757, 657, 774]
article-headline: Českorusská jednota. [1101, 442, 1260, 459]
article-text: upozorňujeme na přednášky dr. M. Slavíkové, řed. Sylvy Macharové a dr. A. Berkovcové o sociální péči, ošetřovatelství a ženských povoláních vůbec v pátek dne 11. dubna o 18. hod. v posl. č. VII. české techniky na Karlově náměstí. [1065, 498, 1559, 588]
classified-notice [1065, 1833, 1559, 1869]
article-text: K zprávě s tímto záhlavím ve včerejším večerníku sdělují nám, že zatčeným nadstrážník Václav Bobek, nýbrž nadstrážník Václav Hodek. [550, 478, 1039, 533]
article-headline: Skočil pod vlak. [81, 1233, 204, 1249]
notice-text: Syfilidolog Dr. KOLB, asist. kož. kl. Frankfurt n. M., syfilis a nemoci, přijímá, krve (Wassermann.), výtok (u žen), kapavku atd. Vodičkova 41 (Myslík). [1065, 1800, 1550, 1830]
article: * Ženský výrobní spolek český v Praze II. Resslova 5. Přednáška prof. J. V. Klímy: „O výchově rodinné, společenské, mravní, dnes ve středu o 5. hod. odpolední. Každá přednáška jest samostatný celek. Režijní příspěvek Kč 1-—, stud. 50 h. [550, 683, 1039, 755]
article: * Žádná vražda, nýbrž úraz v lese. V posledních dnech přinesly pražské listy zprávu o domnělém vražedném útoku, spáchaném v lese u Soužic u Kácova. Jak se nyní vyšetřilo, jde v tomto případě o úraz, který měl za následek smrt. Dělník Josef Svoboda ze Soužic šel časně z rána do lesa pro koušek dříví, ale v lese uklouzl a poranil se na, hlavě o kořen stromu, na jehož následky zemřel. [47, 1398, 517, 1526]
article-text: zjistil, že v ní má o 9000 Kč méně. Udání tehdy neučinil, protože se bál, že by musel původ peněz prokázati. Protože je podezření, že 42letá pokojská ve zmíněném hotelu Anežka Vaverová peníze odcizila, a ve výpovědích si odporuje, dodána byla i s Kuněšem k zemskému trestnímu soudu. [47, 164, 517, 255]
article-headline: Hluchý podomní obchodník usmrcen rychlíkem. [79, 1528, 429, 1544]
article: * Lihoví zloději. Po nějakou dobu byly pozorovány v lihovaru v Mostě nevysvětlitelné ztráty lihu z reservoirů. Bylo učiněno oznámení na policii a na pachatele nastrojena léčka. Pachatelé dopadeni při činu a zatčeni. Je to 25letý topič J. Hroch a bratr jeho Karel, sklářský dělník Gill a strojní zámečník E. Schlägel. Zatčení se přiznali. Kradený líh prodávali za 35 Kč za litr v Mostu a okolí. Celkem jedná se o 15 hektolitrů lihu v ceně asi 50.000 Kč. [47, 974, 517, 1120]
article-headline: Opět neštěstí pod Sv. Kopečkem. [77, 1675, 313, 1692]
article-headline: Ze Svinař. [1094, 1051, 1166, 1068]
article-text: spolu se „Svazem pro výzkum zkoušení technicky důležitých látek“ při M. A. P. má přednášku v pátek 11. t. m. o 19. hod. v chemickém ústavě české techniky Trojanova ul. č. 13. Přednášeti bude p. šéf. ing. dr. Rud. Bárta „Výzkum a zkoušení technicky důležitých látek“. Hosté vítáni. [550, 1382, 1039, 1492]
article-text: (pěstění tělesné krásy) uspořádá spolek „Záchrana“. Přihlášky do kursu přijímá a informace udílí mezi 8.—2. hod. kancelář spolku „Záchrana“, Praha III., Chotkova ulice č. 8, telef. 4152. Cena 2 a půlměsíčního kursu (1 hod. týdně) Kč 50.-. Cvičení vždy v úterý od 4. h. odp. Kurs počíná 15. t. m. [1065, 829, 1559, 920]
ad-code: 475-A [1525, 1991, 1559, 2004]
article-headline: Hospodyňský odbor U. S. Č. Ž. [1098, 257, 1337, 274]
article-headline: Mapa Jugoslavie [1081, 1577, 1200, 1594]
article-text: (Kraljevstvo Srba, Hrvata i Slovenaca). Navrhl prof. dr. Kl. Salač. Vydal nakladatel B. Kočí v Praze I., Masarykovo nábřeží č. 14, za Kč 7.50. Vydání této mapy budou všichni naši veřejnosti s radostí uvítáno, neboť prokáže platné služby všem, kdož hodlají své prázdniny strávit na Jadranu a všem těm, jež z jakýchkoliv zájmů o sesterskou Jugoslavii. Mapa je velmi přehledná, provedena trojbarevně v měřítku 1:1,400.000 (formát 62×52 cm). Připojeny jsou i o rozloze království SHS., o počtu obyvatelstva vůbec i v jednotlivých větších městech, a kromě dalších podrobných praktických údajů jest v hrubých rysech vypsáno železniční spojení Prahy s Jugoslavií. Mapa jest k dostání ve všech knihkupectví nebo přímo v nadepsaném nakladatelství. [1065, 1576, 1559, 1796]
article-headline: Žádná vražda, nýbrž úraz v lese. [76, 1398, 302, 1415]
